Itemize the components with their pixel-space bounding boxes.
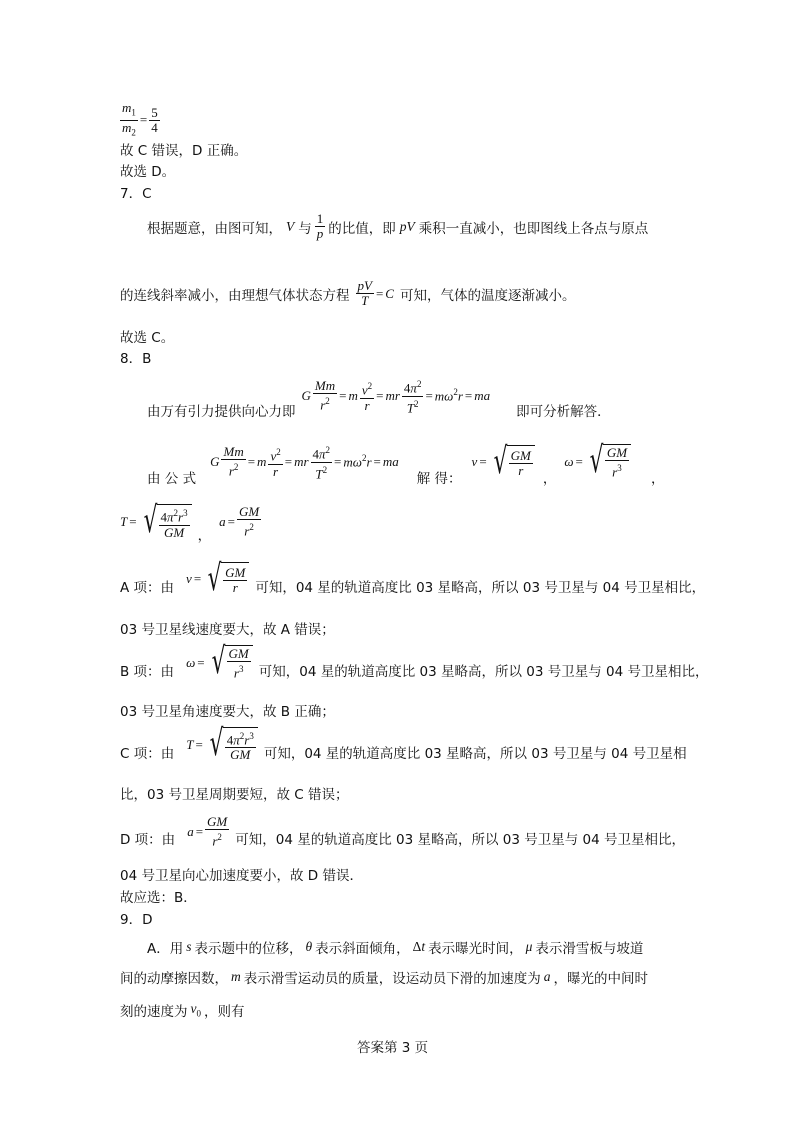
q7-header: 7．C — [120, 186, 152, 202]
item-c-line-1: C 项：由 T = √ $\frac{4\pi^2r^3}{GM}$ 可知，04 星的轨道高度比 03 星略高，所以 03 号卫星与 04 号卫星相 — [120, 723, 687, 764]
q9-header: 9．D — [120, 912, 153, 928]
q8-line-3: T = √ $\frac{4\pi^2r^3}{GM}$ ， a = $\frac{GM}{r^2}$ — [120, 500, 260, 544]
page-footer: 答案第 3 页 — [357, 1040, 429, 1056]
item-b-line-1: B 项：由 ω = √ $\frac{GM}{r^3}$ 可知，04 星的轨道高度比 03 星略高，所以 03 号卫星与 04 号卫星相比， — [120, 641, 709, 682]
q8-line-2: 由 公 式 G $\frac{Mm}{r^2}$ = m $\frac{v^2}{r}$ = mr $\frac{4\pi^2}{T^2}$ = $m\omega^2r$ = ma 解 得： v = √ $\frac{GM}{r}$ ， ω = √ $\frac{GM}{r^3}$ ， — [147, 440, 665, 487]
q8-choice: 故应选：B． — [120, 890, 197, 906]
q9-line-1: A．用 s 表示题中的位移， θ 表示斜面倾角， Δt 表示曝光时间， μ 表示滑雪板与坡道 — [147, 939, 644, 957]
q6-choice: 故选 D。 — [120, 164, 176, 180]
q6-conclusion: 故 C 错误，D 正确。 — [120, 143, 248, 159]
q7-line-1: 根据题意，由图可知， V 与 $\frac{1}{p}$ 的比值，即 pV 乘积一直减小，也即图线上各点与原点 — [147, 211, 649, 241]
item-a-line-1: A 项：由 v = √ $\frac{GM}{r}$ 可知，04 星的轨道高度比 03 星略高，所以 03 号卫星与 04 号卫星相比， — [120, 558, 706, 599]
q8-header: 8．B — [120, 351, 152, 367]
q7-choice: 故选 C。 — [120, 330, 175, 346]
q9-line-2: 间的动摩擦因数， m 表示滑雪运动员的质量，设运动员下滑的加速度为 a ，曝光的中间时 — [120, 969, 648, 987]
q8-line-1: 由万有引力提供向心力即 G $\frac{Mm}{r^2}$ = m $\frac{v^2}{r}$ = mr $\frac{4\pi^2}{T^2}$ = $m\omega^2r$ = ma 即可分析解答． — [147, 378, 611, 420]
item-d-line-2: 04 号卫星向心加速度要小，故 D 错误． — [120, 868, 363, 884]
item-c-line-2: 比，03 号卫星周期要短，故 C 错误； — [120, 787, 349, 803]
item-d-line-1: D 项：由 a = $\frac{GM}{r^2}$ 可知，04 星的轨道高度比 03 星略高，所以 03 号卫星与 04 号卫星相比， — [120, 814, 686, 849]
item-b-line-2: 03 号卫星角速度要大，故 B 正确； — [120, 704, 335, 720]
ratio-formula: $\frac{m_1}{m_2}$ = $\frac{5}{4}$ — [122, 100, 158, 138]
item-a-line-2: 03 号卫星线速度要大，故 A 错误； — [120, 622, 335, 638]
q9-line-3: 刻的速度为 $v_0$ ，则有 — [120, 1001, 245, 1020]
q7-line-2: 的连线斜率减小，由理想气体状态方程 $\frac{pV}{T}$ = C 可知，气体的温度逐渐减小。 — [120, 278, 576, 308]
